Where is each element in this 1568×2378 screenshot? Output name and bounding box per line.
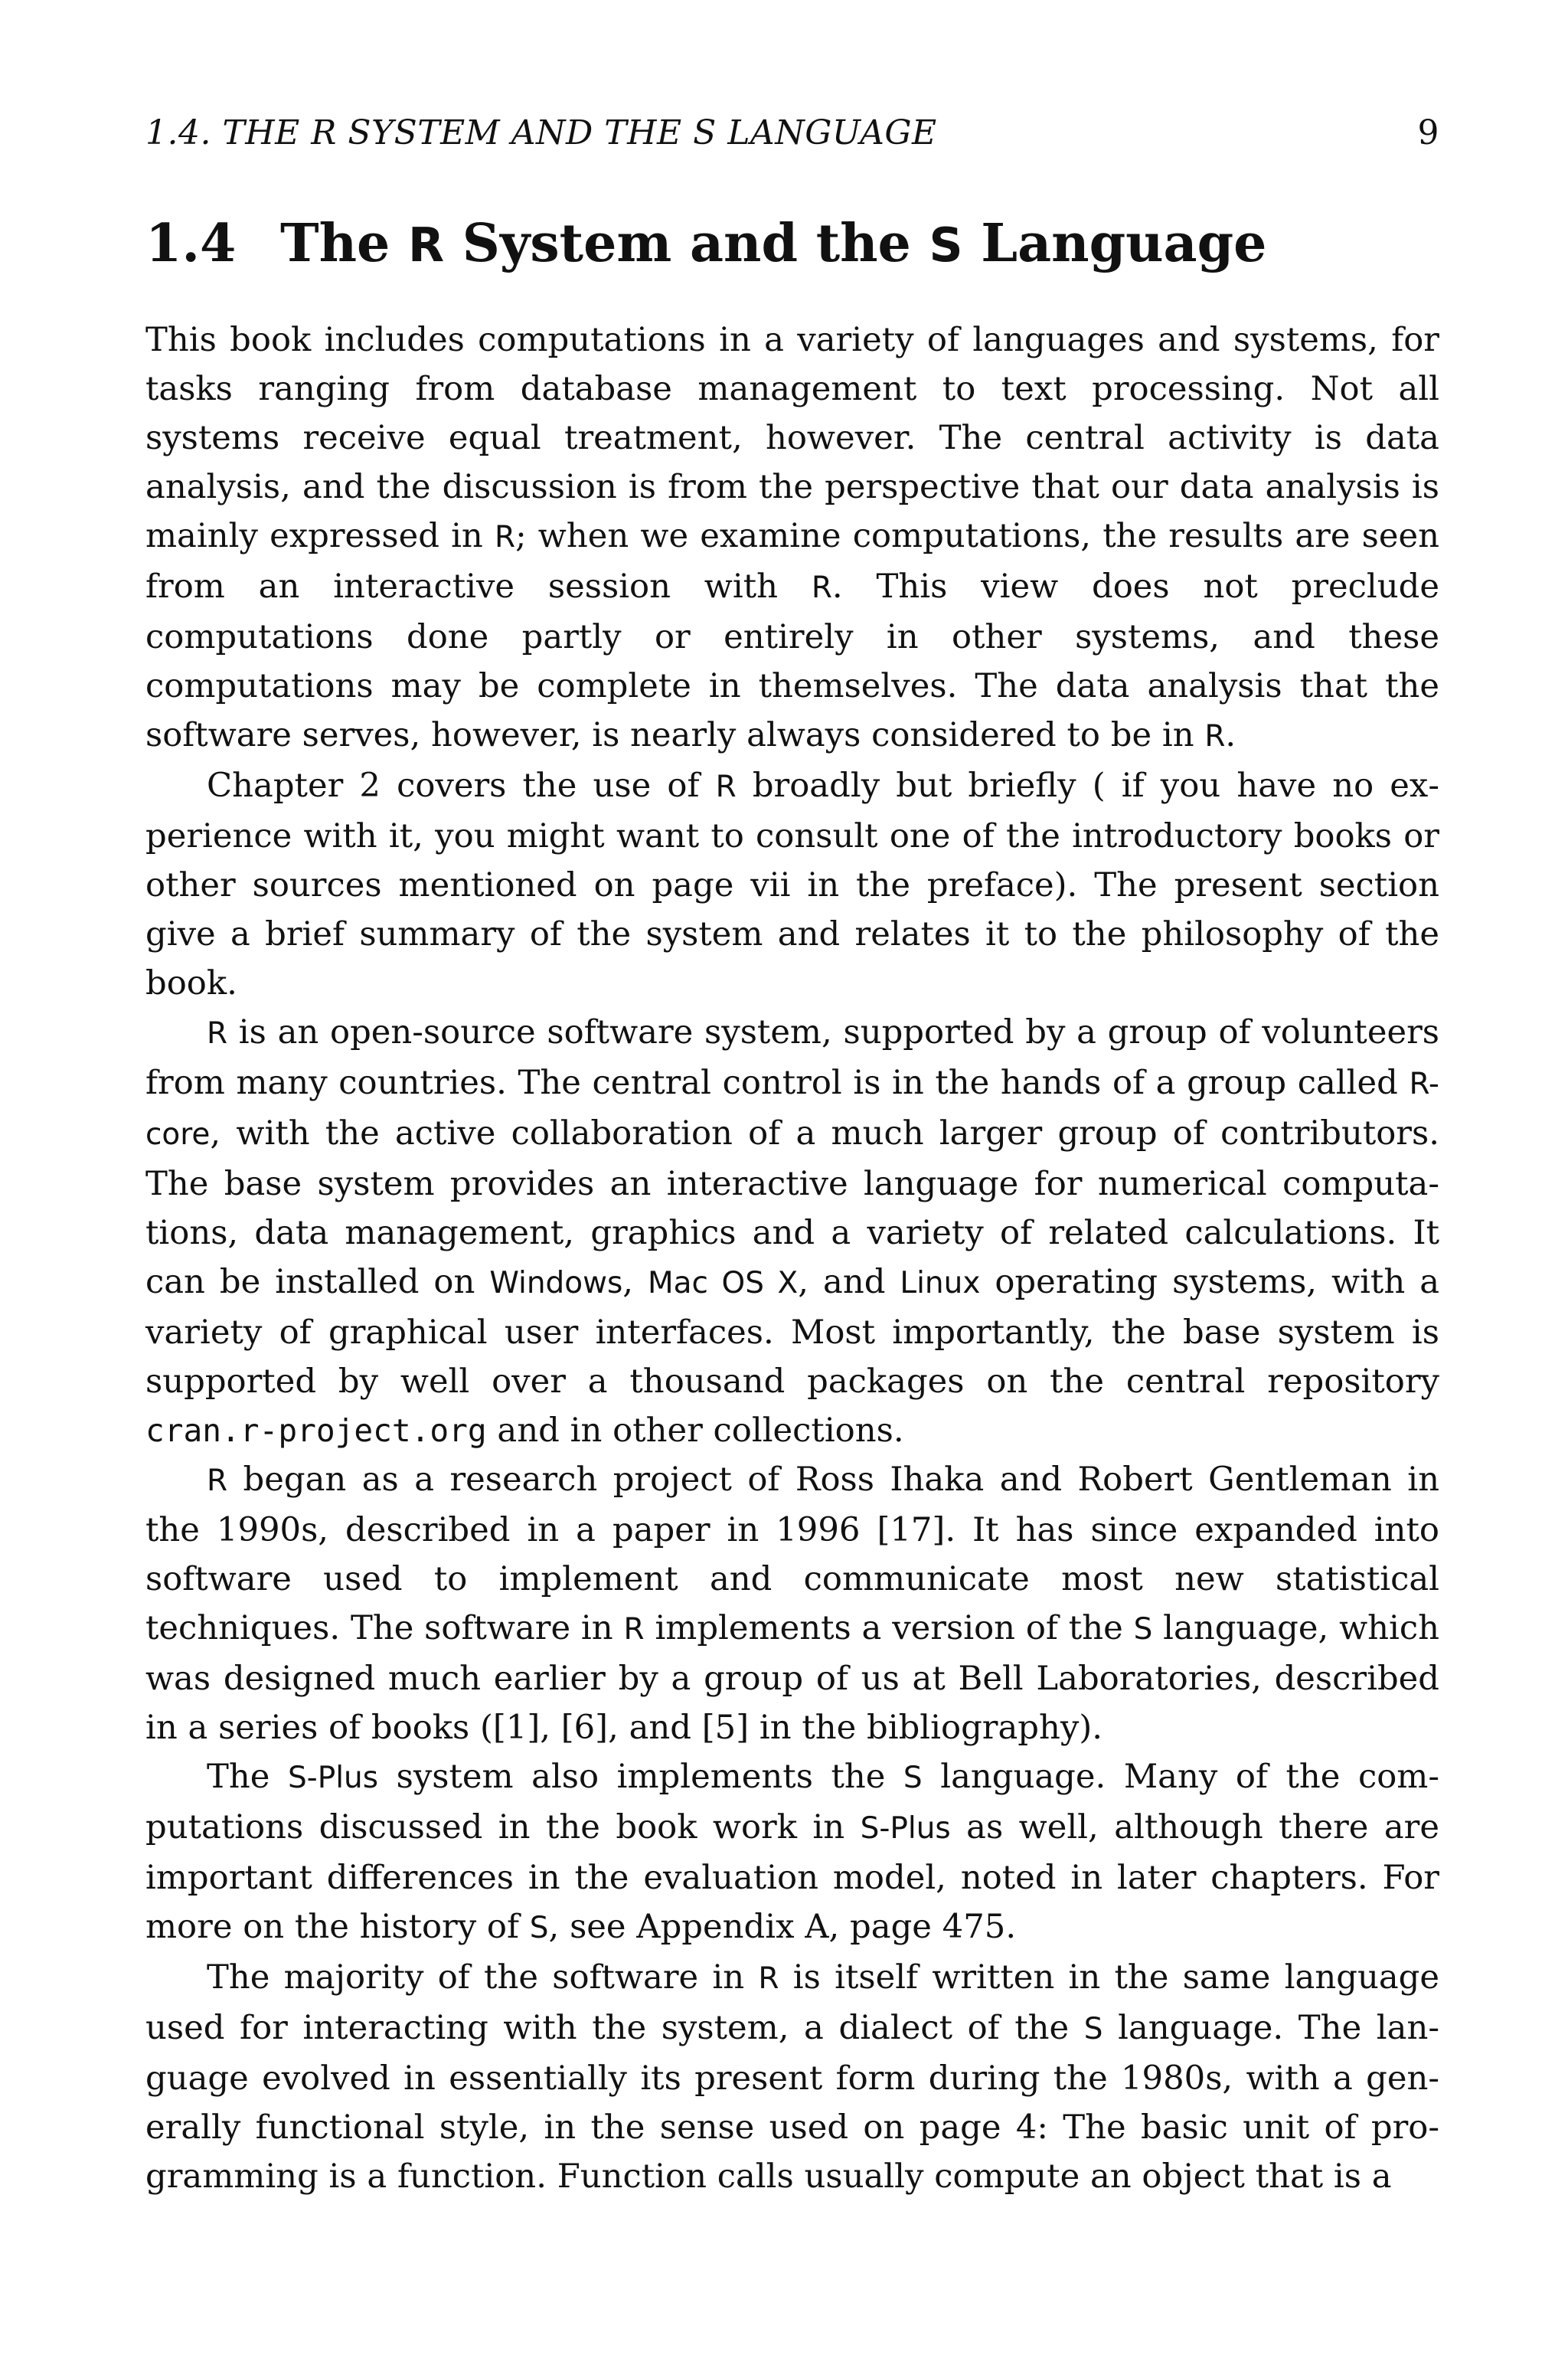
- book-page: [145, 0, 1439, 2378]
- running-header: [145, 113, 1439, 159]
- s-name: S: [1133, 1612, 1153, 1647]
- r-name: R: [715, 770, 737, 804]
- windows-name: Windows: [489, 1266, 623, 1300]
- mac-os-x-name: Mac OS X: [648, 1266, 799, 1300]
- r-name: R: [1204, 719, 1226, 754]
- section-title-part: System and the: [444, 213, 929, 274]
- text-run: is an open-source software system, supported by a group of volunteers from many countries. The central control is in the hands of a group called: [145, 1013, 1439, 1102]
- paragraph-5: [145, 1752, 1439, 1953]
- text-run: and in other collections.: [486, 1411, 904, 1450]
- text-run: , with the active collaboration of a much larger group of contributors. The base system provides an interactive language for numerical computations, data management, graphics and a variety of related calculations. It can be installed on: [145, 1114, 1439, 1301]
- text-run: language. The language evolved in essentially its present form during the 1980s, with a generally functional style, in the sense used on page 4: The basic unit of programming is a function. Function calls usually compute an object that is a: [145, 2009, 1439, 2196]
- paragraph-2: [145, 761, 1439, 1008]
- section-title-part: The: [280, 213, 408, 274]
- section-title-s: S: [929, 218, 963, 273]
- cran-url: cran.r-project.org: [145, 1412, 487, 1449]
- text-run: is itself written in the same language used for interacting with the system, a dialect of the: [145, 1958, 1439, 2047]
- s-name: S: [529, 1911, 549, 1945]
- r-name: R: [758, 1961, 779, 1996]
- body-text: [145, 316, 1439, 2201]
- section-title-part: Language: [962, 213, 1267, 274]
- text-run: .: [1225, 716, 1236, 754]
- text-run: The majority of the software in: [207, 1958, 759, 1997]
- running-title: 1.4. THE R SYSTEM AND THE S LANGUAGE: [145, 113, 937, 152]
- text-run: operating systems, with a variety of graphical user interfaces. Most importantly, the base system is supported by well over a thousand packages on the central repository: [145, 1263, 1440, 1401]
- r-name: R: [494, 520, 516, 554]
- text-run: The: [207, 1758, 288, 1796]
- text-run: as well, although there are important differences in the evaluation model, noted in later chapters. For more on the history of: [145, 1808, 1439, 1946]
- r-name: R: [623, 1612, 645, 1647]
- text-run: , see Appendix A, page 475.: [548, 1908, 1017, 1946]
- text-run: This book includes computations in a variety of languages and systems, for tasks ranging from database management to text processing. Not all systems receive equal treatment, however. The central activity is data analysis, and the discussion is from the perspective that our data analysis is mainly expressed in: [145, 321, 1439, 555]
- text-run: . This view does not preclude computations done partly or entirely in other systems, and these computations may be complete in themselves. The data analysis that the software serves, however, is nearly always considered to be in: [145, 568, 1439, 754]
- paragraph-3: [145, 1008, 1439, 1455]
- r-core-name: R-core: [145, 1067, 1439, 1152]
- section-number: 1.4: [145, 213, 237, 274]
- page-number: 9: [1417, 113, 1439, 152]
- text-run: ,: [622, 1263, 648, 1301]
- text-run: language, which was designed much earlier by a group of us at Bell Laboratories, described in a series of books ([1], [6], and [5] in the bibliography).: [145, 1609, 1439, 1747]
- text-run: broadly but briefly ( if you have no experience with it, you might want to consult one of the introductory books or other sources mentioned on page vii in the preface). The present section give a brief summary of the system and relates it to the philosophy of the book.: [145, 767, 1439, 1003]
- text-run: language. Many of the computations discussed in the book work in: [145, 1758, 1439, 1846]
- s-name: S: [1083, 2012, 1103, 2046]
- section-title-r: R: [407, 218, 445, 273]
- text-run: began as a research project of Ross Ihaka and Robert Gentleman in the 1990s, described in a paper in 1996 [17]. It has since expanded into software used to implement and communicate most new statistical techniques. The software in: [145, 1460, 1439, 1647]
- s-plus-name: S-Plus: [287, 1761, 379, 1795]
- linux-name: Linux: [900, 1266, 981, 1300]
- text-run: implements a version of the: [644, 1609, 1134, 1647]
- paragraph-1: [145, 316, 1439, 761]
- r-name: R: [811, 571, 832, 605]
- s-plus-name: S-Plus: [860, 1811, 951, 1846]
- r-name: R: [207, 1464, 228, 1498]
- s-name: S: [903, 1761, 923, 1795]
- paragraph-6: [145, 1953, 1439, 2201]
- text-run: ; when we examine computations, the results are seen from an interactive session with: [145, 517, 1439, 606]
- section-heading: [145, 213, 1439, 274]
- r-name: R: [207, 1016, 228, 1051]
- text-run: Chapter 2 covers the use of: [207, 767, 716, 805]
- text-run: system also implements the: [378, 1758, 903, 1796]
- paragraph-4: [145, 1455, 1439, 1752]
- text-run: , and: [798, 1263, 900, 1301]
